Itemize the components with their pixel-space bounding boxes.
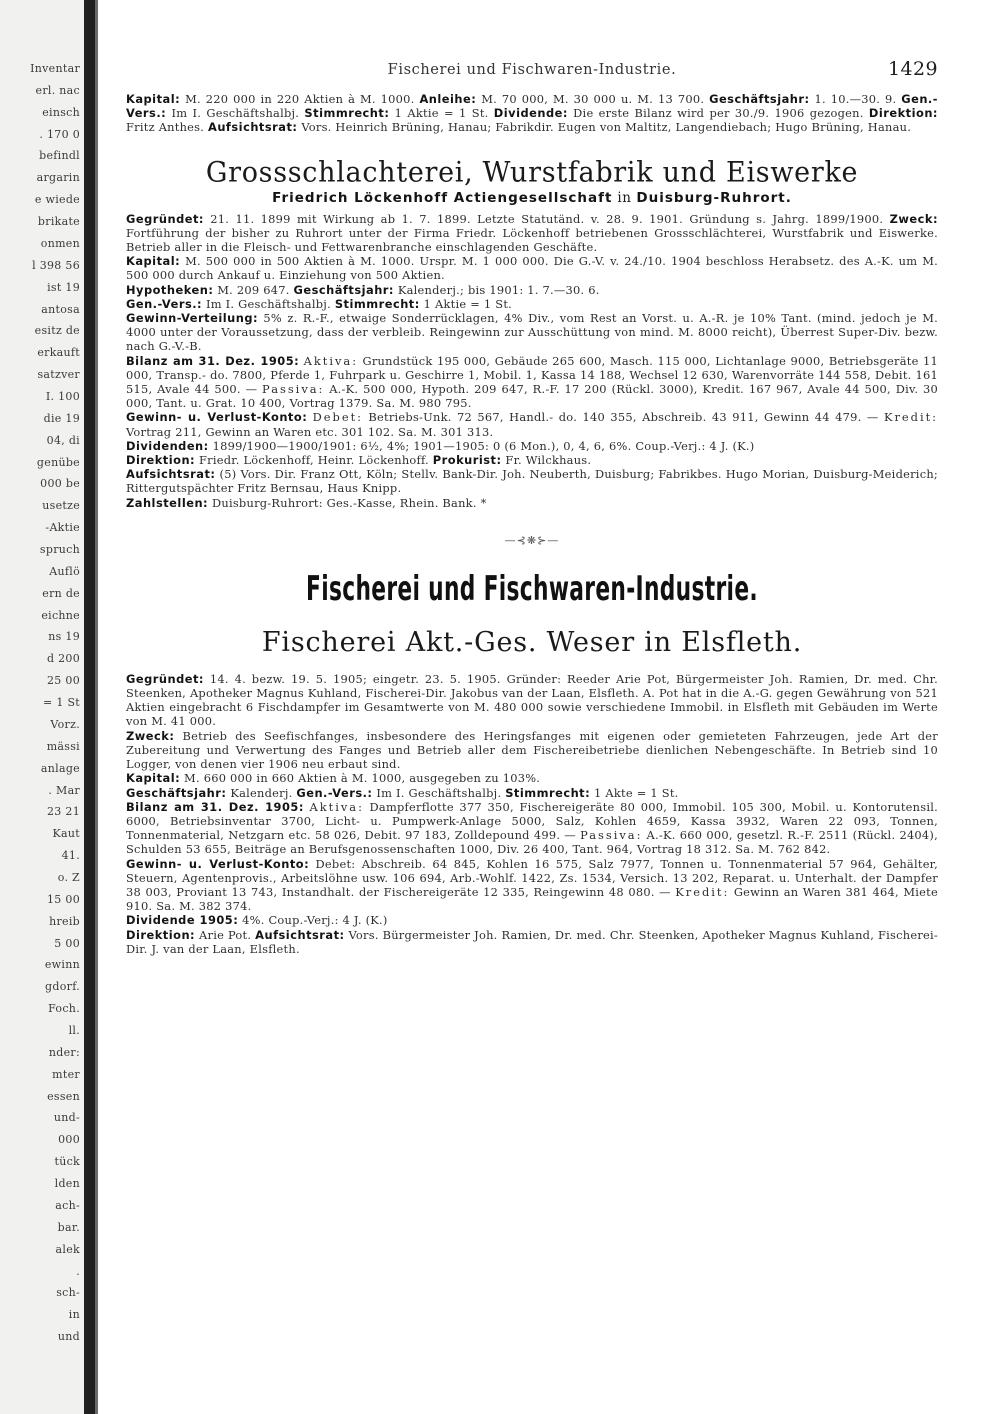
field-text: Kalenderj. bbox=[226, 785, 297, 800]
spaced-label: Kredit: bbox=[883, 410, 939, 425]
entry-paragraph bbox=[126, 410, 938, 438]
field-text: 1 Aktie = 1 St. bbox=[419, 296, 513, 311]
adjacent-page-fragment: . 170 0 bbox=[39, 127, 80, 141]
adjacent-page-fragment: 5 00 bbox=[54, 936, 80, 950]
field-label: Stimmrecht: bbox=[505, 785, 591, 800]
field-label: Kapital: bbox=[126, 92, 181, 106]
adjacent-page-fragment: ewinn bbox=[44, 958, 80, 972]
entry-paragraph bbox=[126, 800, 938, 857]
adjacent-page-fragment: anlage bbox=[40, 761, 80, 775]
field-label: Kapital: bbox=[126, 254, 181, 269]
adjacent-page-fragment: ns 19 bbox=[48, 630, 80, 644]
adjacent-page-fragment: ach- bbox=[55, 1198, 80, 1212]
company1-firm-name: Friedrich Löckenhoff Actiengesellschaft bbox=[272, 189, 613, 206]
entry-paragraph bbox=[126, 283, 938, 297]
field-text: Duisburg-Ruhrort: Ges.-Kasse, Rhein. Bank. * bbox=[208, 495, 487, 510]
adjacent-page-fragment: 000 be bbox=[40, 477, 80, 491]
adjacent-page-fragment: Vorz. bbox=[50, 717, 80, 731]
adjacent-page-fragment: usetze bbox=[42, 499, 80, 513]
adjacent-page-fragment: 000 bbox=[58, 1133, 80, 1147]
adjacent-page-fragment: mässi bbox=[46, 739, 80, 753]
field-label: Direktion: bbox=[868, 106, 938, 121]
adjacent-page-fragment: brikate bbox=[37, 215, 80, 229]
spaced-label: Aktiva: bbox=[309, 799, 364, 814]
field-label: Gewinn- u. Verlust-Konto: bbox=[126, 856, 310, 871]
company1-title: Grossschlachterei, Wurstfabrik und Eiswerke bbox=[205, 155, 859, 189]
running-header bbox=[126, 58, 938, 88]
adjacent-page-fragment: befindl bbox=[39, 149, 80, 163]
company1-subtitle-in: in bbox=[612, 189, 637, 206]
field-label: Stimmrecht: bbox=[304, 106, 390, 121]
adjacent-page-fragment: 25 00 bbox=[47, 674, 80, 688]
field-label: Geschäftsjahr: bbox=[126, 785, 227, 800]
field-text: Gewinn an Waren 381 464, Miete 910. Sa. M. 382 374. bbox=[126, 884, 938, 914]
running-title: Fischerei und Fischwaren-Industrie. bbox=[387, 62, 677, 78]
field-label: Gegründet: bbox=[126, 211, 204, 226]
field-text: Vortrag 211, Gewinn an Waren etc. 301 102. Sa. M. 301 313. bbox=[126, 424, 494, 439]
field-text: Betrieb des Seefischfanges, insbesondere des Heringsfanges mit eigenen oder gemieteten Fahrzeugen, jede Art der Zubereitung und Verwertung des Fanges und Betrieb aller dem Fischereibetriebe dienlichen Nebengeschäfte. In Betrieb sind 10 Logger, von denen vier 1906 neu erbaut sind. bbox=[126, 728, 938, 772]
field-label: Dividende: bbox=[493, 106, 568, 121]
adjacent-page-fragment: bar. bbox=[57, 1220, 80, 1234]
field-label: Direktion: bbox=[126, 927, 196, 942]
adjacent-page-fragment: I. 100 bbox=[45, 389, 80, 403]
entry-paragraph bbox=[126, 496, 938, 510]
field-text: Kalenderj.; bis 1901: 1. 7.—30. 6. bbox=[393, 282, 600, 297]
company1-place: Duisburg-Ruhrort. bbox=[636, 189, 792, 206]
adjacent-page-fragment: mter bbox=[52, 1067, 80, 1081]
field-text: Arie Pot. bbox=[195, 927, 256, 942]
entry-paragraph bbox=[126, 311, 938, 354]
adjacent-page-fragment: satzver bbox=[37, 368, 80, 382]
adjacent-page-fragment: ist 19 bbox=[47, 280, 80, 294]
field-text: Im I. Geschäftshalbj. bbox=[202, 296, 335, 311]
adjacent-page-fragment: = 1 St bbox=[43, 696, 80, 710]
field-label: Kapital: bbox=[126, 771, 181, 786]
adjacent-page-fragment: esitz de bbox=[34, 324, 80, 338]
page-content bbox=[126, 58, 938, 956]
field-text: Debet: Abschreib. 64 845, Kohlen 16 575, Salz 7977, Tonnen u. Tonnenmaterial 57 964, Gehälter, Steuern, Agentenprovis., Arbeitslöhne usw. 106 694, Arb.-Wohlf. 1422, Zs. 1534, Versich. 13 202, Reparat. u. Unterhalt. der Dampfer 38 003, Proviant 13 743, Instandhalt. der Fischereigeräte 12 335, Reingewinn 48 080. — bbox=[126, 856, 938, 899]
top-entry-text bbox=[126, 92, 938, 135]
field-text: (5) Vors. Dir. Franz Ott, Köln; Stellv. Bank-Dir. Joh. Neuberth, Duisburg; Fabrikbes. Hugo Morian, Duisburg-Meiderich; Rittergutspächter Fritz Bernsau, Haus Knipp. bbox=[126, 467, 938, 496]
field-label: Zweck: bbox=[126, 728, 175, 743]
field-label: Zahlstellen: bbox=[126, 495, 209, 510]
field-label: Zweck: bbox=[889, 211, 938, 226]
adjacent-page-fragment: l 398 56 bbox=[32, 258, 80, 272]
entry-paragraph bbox=[126, 786, 938, 800]
field-label: Prokurist: bbox=[432, 453, 502, 468]
adjacent-page-fragment: hreib bbox=[49, 914, 80, 928]
adjacent-page-fragment: essen bbox=[47, 1089, 80, 1103]
field-label: Geschäftsjahr: bbox=[709, 92, 810, 106]
entry-paragraph bbox=[126, 672, 938, 729]
field-text: A.-K. 660 000, gesetzl. R.-F. 2511 (Rückl. 2404), Schulden 53 655, Beiträge an Berufsgenossenschaften 1000, Div. 26 400, Tant. 964, Vortrag 18 312. Sa. M. 762 842. bbox=[126, 828, 938, 857]
adjacent-page-fragment: . bbox=[76, 1264, 80, 1278]
adjacent-page-fragment: argarin bbox=[36, 171, 80, 185]
adjacent-page-fragment: -Aktie bbox=[45, 521, 80, 535]
entry-paragraph bbox=[126, 857, 938, 914]
entry-paragraph bbox=[126, 254, 938, 282]
adjacent-page-fragment: gdorf. bbox=[45, 980, 80, 994]
adjacent-page-fragment: sch- bbox=[56, 1286, 80, 1300]
divider-ornament: —⊰❋⊱— bbox=[504, 533, 560, 547]
section-title: Fischerei und Fischwaren-Industrie. bbox=[306, 568, 758, 609]
field-label: Gewinn- u. Verlust-Konto: bbox=[126, 410, 308, 425]
entry-paragraph bbox=[126, 771, 938, 785]
spaced-label: Passiva: bbox=[262, 382, 325, 397]
adjacent-page-fragment: 41. bbox=[61, 849, 80, 863]
field-text: M. 209 647. bbox=[213, 282, 294, 297]
field-text: M. 500 000 in 500 Aktien à M. 1000. Urspr. M. 1 000 000. Die G.-V. v. 24./10. 1904 beschloss Herabsetz. des A.-K. um M. 500 000 durch Ankauf u. Einziehung von 500 Aktien. bbox=[126, 254, 938, 283]
adjacent-page-strip bbox=[0, 0, 84, 1414]
adjacent-page-fragment: einsch bbox=[42, 105, 80, 119]
field-text: Vors. Heinrich Brüning, Hanau; Fabrikdir. Eugen von Maltitz, Langendiebach; Hugo Brüning, Hanau. bbox=[297, 120, 912, 135]
field-text: Die erste Bilanz wird per 30./9. 1906 gezogen. bbox=[567, 106, 869, 121]
field-label: Anleihe: bbox=[419, 92, 477, 106]
company1-subtitle bbox=[126, 190, 938, 206]
adjacent-page-fragment: und- bbox=[53, 1111, 80, 1125]
entry-paragraph bbox=[126, 729, 938, 772]
adjacent-page-fragment: Auflö bbox=[49, 564, 80, 578]
adjacent-page-fragment: 04, di bbox=[46, 433, 80, 447]
spaced-label: Kredit: bbox=[675, 884, 730, 899]
field-text: Fortführung der bisher zu Ruhrort unter der Firma Friedr. Löckenhoff betriebenen Grossschlächterei, Wurstfabrik und Eiswerke. Betrieb aller in die Fleisch- und Fettwarenbranche einschlagenden Geschäfte. bbox=[126, 225, 938, 255]
field-text: Vors. Bürgermeister Joh. Ramien, Dr. med. Chr. Steenken, Apotheker Magnus Kuhland, Fischerei-Dir. J. van der Laan, Elsfleth. bbox=[126, 927, 938, 956]
field-label: Stimmrecht: bbox=[334, 296, 420, 311]
field-label: Gen.-Vers.: bbox=[126, 296, 203, 311]
adjacent-page-fragment: erl. nac bbox=[35, 83, 80, 97]
field-text: Im I. Geschäftshalbj. bbox=[372, 785, 506, 800]
adjacent-page-fragment: tück bbox=[54, 1155, 80, 1169]
adjacent-page-fragment: antosa bbox=[41, 302, 80, 316]
field-label: Bilanz am 31. Dez. 1905: bbox=[126, 353, 300, 368]
field-text: Grundstück 195 000, Gebäude 265 600, Masch. 115 000, Lichtanlage 9000, Betriebsgeräte 11 000, Transp.- do. 7800, Pferde 1, Fuhrpark u. Geschirre 1, Mobil. 1, Kassa 14 188, Wechsel 12 630, Warenvorräte 144 558, Debit. 161 515, Avale 44 500. — bbox=[126, 353, 938, 397]
company1-body bbox=[126, 212, 938, 510]
adjacent-page-fragment: alek bbox=[55, 1242, 80, 1256]
binding-gutter bbox=[84, 0, 95, 1414]
field-text: Fr. Wilckhaus. bbox=[501, 453, 592, 468]
field-label: Direktion: bbox=[126, 453, 196, 468]
adjacent-page-fragment: ll. bbox=[68, 1024, 80, 1038]
adjacent-page-fragment: o. Z bbox=[57, 870, 80, 884]
field-label: Aufsichtsrat: bbox=[126, 467, 216, 482]
adjacent-page-fragment: eichne bbox=[41, 608, 80, 622]
adjacent-page-fragment: e wiede bbox=[34, 193, 80, 207]
field-label: Gewinn-Verteilung: bbox=[126, 311, 259, 326]
field-text: Friedr. Löckenhoff, Heinr. Löckenhoff. bbox=[195, 453, 433, 468]
adjacent-page-fragment: genübe bbox=[36, 455, 80, 469]
adjacent-page-fragment: Inventar bbox=[30, 62, 80, 75]
adjacent-page-fragment: . Mar bbox=[48, 783, 80, 797]
field-text: M. 660 000 in 660 Aktien à M. 1000, ausgegeben zu 103%. bbox=[180, 771, 541, 786]
adjacent-page-fragment: Kaut bbox=[52, 827, 80, 841]
field-text: Dampferflotte 377 350, Fischereigeräte 80 000, Immobil. 105 300, Mobil. u. Kontorutensil. 6000, Betriebsinventar 3700, Licht- u. Pumpwerk-Anlage 5000, Salz, Kohlen 4659, Kassa 3932, Waren 22 093, Tonnen, Tonnenmaterial, Netzgarn etc. 58 026, Debit. 97 183, Zolldepound 499. — bbox=[126, 799, 938, 843]
field-text: 21. 11. 1899 mit Wirkung ab 1. 7. 1899. Letzte Statutänd. v. 28. 9. 1901. Gründung s. Jahrg. 1899/1900. bbox=[203, 211, 890, 226]
field-text: Betriebs-Unk. 72 567, Handl.- do. 140 355, Abschreib. 43 911, Gewinn 44 479. — bbox=[363, 410, 884, 425]
adjacent-page-fragment: in bbox=[68, 1308, 80, 1322]
field-text: M. 220 000 in 220 Aktien à M. 1000. bbox=[180, 92, 420, 106]
field-text: 14. 4. bezw. 19. 5. 1905; eingetr. 23. 5. 1905. Gründer: Reeder Arie Pot, Bürgermeister Joh. Ramien, Dr. med. Chr. Steenken, Apotheker Magnus Kuhland, Fischerei-Dir. Jakobus van der Laan, Elsfleth. A. Pot hat in die A.-G. gegen Gewährung von 521 Aktien eingebracht 6 Fischdampfer im Gesamtwerte von M. 480 000 sowie verschiedene Immobil. in Elsfleth mit Gebäuden im Werte von M. 41 000. bbox=[126, 671, 938, 729]
field-label: Bilanz am 31. Dez. 1905: bbox=[126, 799, 304, 814]
field-text: 1 Aktie = 1 St. bbox=[389, 106, 494, 121]
entry-paragraph bbox=[126, 913, 938, 927]
company2-body bbox=[126, 672, 938, 956]
field-label: Hypotheken: bbox=[126, 282, 214, 297]
adjacent-page-fragment: und bbox=[57, 1330, 80, 1344]
field-text: 1899/1900—1900/1901: 6½, 4%; 1901—1905: 0 (6 Mon.), 0, 4, 6, 6%. Coup.-Verj.: 4 J. (K.) bbox=[208, 438, 755, 453]
field-text: A.-K. 500 000, Hypoth. 209 647, R.-F. 17 200 (Rückl. 3000), Kredit. 167 967, Avale 44 500, Div. 30 000, Tant. u. Grat. 10 400, Vortrag 1379. Sa. M. 980 795. bbox=[126, 382, 938, 411]
adjacent-page-fragment: 23 21 bbox=[47, 805, 80, 819]
field-label: Geschäftsjahr: bbox=[293, 282, 394, 297]
field-text: Im I. Geschäftshalbj. bbox=[166, 106, 305, 121]
adjacent-page-fragment: lden bbox=[54, 1177, 80, 1191]
field-text: 1. 10.—30. 9. bbox=[809, 92, 902, 106]
field-text: 4%. Coup.-Verj.: 4 J. (K.) bbox=[238, 913, 388, 928]
binding-gutter-edge bbox=[95, 0, 98, 1414]
adjacent-page-fragment: Foch. bbox=[48, 1002, 80, 1016]
top-entry bbox=[126, 92, 938, 135]
adjacent-page-fragment: die 19 bbox=[43, 411, 80, 425]
company2-title: Fischerei Akt.-Ges. Weser in Elsfleth. bbox=[261, 626, 803, 658]
adjacent-page-fragment: onmen bbox=[40, 236, 80, 250]
spaced-label: Debet: bbox=[312, 410, 363, 425]
field-text: 5% z. R.-F., etwaige Sonderrücklagen, 4% Div., vom Rest an Vorst. u. A.-R. je 10% Tant. (mind. jedoch je M. 4000 unter der Voraussetzung, dass der verbleib. Reingewinn zur Ausschüttung von mind. M. 8000 reicht), Überrest Super-Div. bezw. nach G.-V.-B. bbox=[126, 311, 938, 354]
page-number: 1429 bbox=[888, 58, 938, 80]
field-label: Aufsichtsrat: bbox=[255, 927, 345, 942]
field-label: Gen.-Vers.: bbox=[126, 92, 938, 121]
entry-paragraph bbox=[126, 928, 938, 956]
entry-paragraph bbox=[126, 439, 938, 453]
field-label: Dividende 1905: bbox=[126, 913, 239, 928]
field-text: 1 Akte = 1 St. bbox=[590, 785, 679, 800]
adjacent-page-fragment: spruch bbox=[39, 543, 80, 557]
entry-paragraph bbox=[126, 212, 938, 255]
field-text: M. 70 000, M. 30 000 u. M. 13 700. bbox=[476, 92, 710, 106]
adjacent-page-fragment: 15 00 bbox=[47, 892, 80, 906]
spaced-label: Passiva: bbox=[580, 828, 643, 843]
adjacent-page-fragment: nder: bbox=[48, 1045, 80, 1059]
entry-paragraph bbox=[126, 354, 938, 411]
field-label: Dividenden: bbox=[126, 438, 209, 453]
entry-paragraph bbox=[126, 453, 938, 467]
adjacent-page-fragment: erkauft bbox=[37, 346, 80, 360]
entry-paragraph bbox=[126, 297, 938, 311]
field-text: Fritz Anthes. bbox=[126, 120, 208, 135]
field-label: Gegründet: bbox=[126, 671, 204, 686]
field-label: Aufsichtsrat: bbox=[208, 120, 298, 135]
adjacent-page-fragment: d 200 bbox=[46, 652, 80, 666]
field-label: Gen.-Vers.: bbox=[296, 785, 373, 800]
adjacent-page-fragment: ern de bbox=[42, 586, 80, 600]
entry-paragraph bbox=[126, 467, 938, 495]
spaced-label: Aktiva: bbox=[303, 353, 359, 368]
